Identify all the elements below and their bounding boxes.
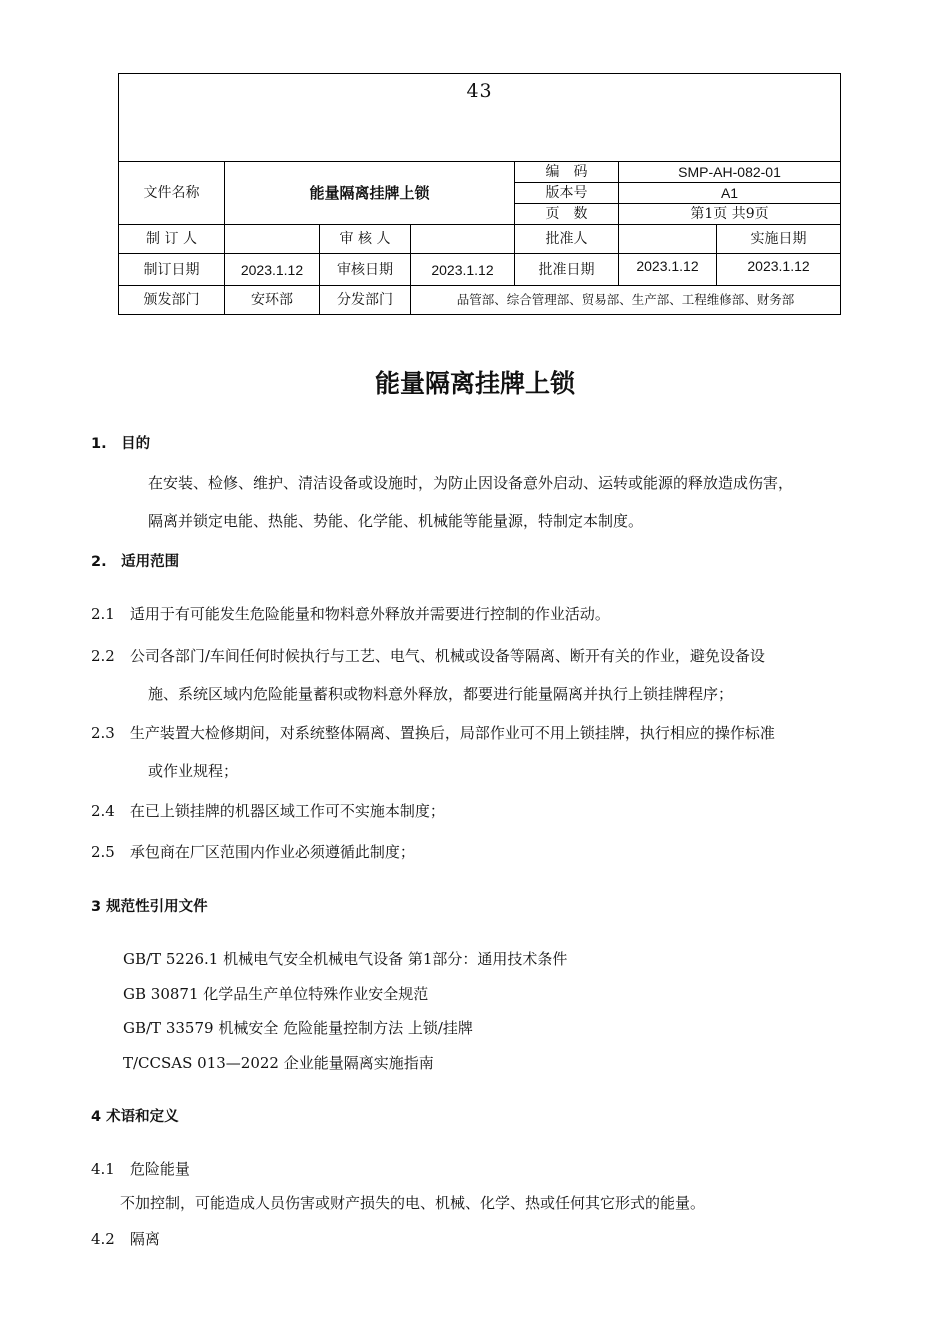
document-header-table [118, 73, 841, 315]
made-date-label: 制订日期 [119, 254, 225, 286]
section-3-heading: 3 规范性引用文件 [91, 899, 208, 915]
item-2-2-line-2: 施、系统区域内危险能量蓄积或物料意外释放，都要进行能量隔离并执行上锁挂牌程序； [148, 685, 734, 703]
review-date-value: 2023.1.12 [411, 254, 515, 286]
reference-3: GB/T 33579 机械安全 危险能量控制方法 上锁/挂牌 [123, 1019, 473, 1037]
review-date-label: 审核日期 [320, 254, 411, 286]
code-label: 编 码 [515, 162, 619, 183]
made-date-value: 2023.1.12 [225, 254, 320, 286]
section-2-heading: 2. 适用范围 [91, 554, 180, 570]
distribution-label: 分发部门 [320, 286, 411, 315]
code-value: SMP-AH-082-01 [619, 162, 841, 183]
effective-date-value: 2023.1.12 [717, 254, 841, 286]
doc-name-value: 能量隔离挂牌上锁 [225, 162, 515, 225]
approve-date-value: 2023.1.12 [619, 254, 717, 286]
item-2-3-line-1: 2.3 生产装置大检修期间，对系统整体隔离、置换后，局部作业可不用上锁挂牌，执行相应的操作标准 [91, 724, 775, 742]
reference-4: T/CCSAS 013—2022 企业能量隔离实施指南 [123, 1054, 434, 1072]
reviewer-label: 审 核 人 [320, 225, 411, 254]
author-label: 制 订 人 [119, 225, 225, 254]
doc-name-label: 文件名称 [119, 162, 225, 225]
author-value [225, 225, 320, 254]
reference-2: GB 30871 化学品生产单位特殊作业安全规范 [123, 985, 429, 1003]
page-count-label: 页 数 [515, 204, 619, 225]
issuer-value: 安环部 [225, 286, 320, 315]
term-4-1-definition: 不加控制，可能造成人员伤害或财产损失的电、机械、化学、热或任何其它形式的能量。 [120, 1194, 706, 1212]
version-value: A1 [619, 183, 841, 204]
term-4-2: 4.2 隔离 [91, 1230, 160, 1248]
distribution-value: 品管部、综合管理部、贸易部、生产部、工程维修部、财务部 [411, 286, 841, 315]
effective-date-label: 实施日期 [717, 225, 841, 254]
section-4-heading: 4 术语和定义 [91, 1109, 179, 1125]
item-2-4: 2.4 在已上锁挂牌的机器区域工作可不实施本制度； [91, 802, 445, 820]
version-label: 版本号 [515, 183, 619, 204]
item-2-2-line-1: 2.2 公司各部门/车间任何时候执行与工艺、电气、机械或设备等隔离、断开有关的作业，避免设备设 [91, 647, 765, 665]
approver-label: 批准人 [515, 225, 619, 254]
approve-date-label: 批准日期 [515, 254, 619, 286]
item-2-3-line-2: 或作业规程； [148, 762, 239, 780]
document-title: 能量隔离挂牌上锁 [374, 369, 575, 398]
reference-1: GB/T 5226.1 机械电气安全机械电气设备 第1部分：通用技术条件 [123, 950, 568, 968]
document-number: 43 [119, 74, 841, 162]
section-1-line-2: 隔离并锁定电能、热能、势能、化学能、机械能等能量源，特制定本制度。 [148, 512, 644, 530]
issuer-label: 颁发部门 [119, 286, 225, 315]
section-1-heading: 1. 目的 [91, 436, 151, 452]
term-4-1: 4.1 危险能量 [91, 1160, 190, 1178]
page-count-value: 第1页 共9页 [619, 204, 841, 225]
section-1-line-1: 在安装、检修、维护、清洁设备或设施时，为防止因设备意外启动、运转或能源的释放造成伤害， [148, 474, 794, 492]
item-2-1: 2.1 适用于有可能发生危险能量和物料意外释放并需要进行控制的作业活动。 [91, 605, 610, 623]
item-2-5: 2.5 承包商在厂区范围内作业必须遵循此制度； [91, 843, 415, 861]
approver-value [619, 225, 717, 254]
reviewer-value [411, 225, 515, 254]
